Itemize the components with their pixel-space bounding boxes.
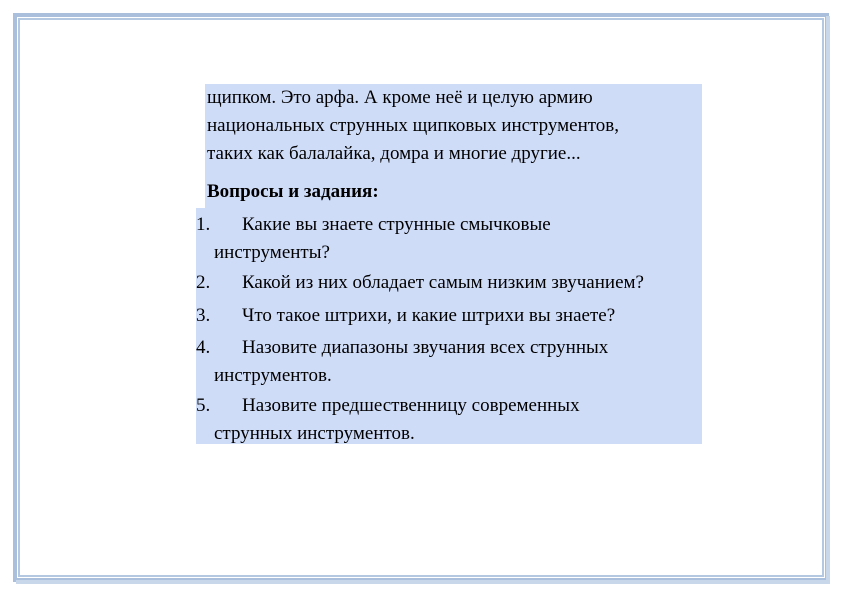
page-border-shadow-bottom: [16, 580, 830, 584]
question-text-continued: инструментов.: [214, 365, 332, 386]
questions-heading: Вопросы и задания:: [205, 172, 702, 208]
question-number: 4.: [196, 337, 211, 358]
question-text-continued: инструменты?: [214, 242, 330, 263]
intro-paragraph: [205, 84, 702, 172]
page-border-shadow-right: [826, 16, 830, 584]
question-text: Какой из них обладает самым низким звучанием?: [242, 272, 644, 293]
question-text: Какие вы знаете струнные смычковые: [242, 214, 551, 235]
question-number: 2.: [196, 272, 211, 293]
question-text: Назовите предшественницу современных: [242, 395, 580, 416]
paragraph-line: национальных струнных щипковых инструментов,: [207, 115, 620, 136]
question-number: 5.: [196, 395, 211, 416]
question-text: Что такое штрихи, и какие штрихи вы знаете?: [242, 305, 616, 326]
paragraph-line: щипком. Это арфа. А кроме неё и целую армию: [207, 87, 593, 108]
question-number: 3.: [196, 305, 211, 326]
question-text: Назовите диапазоны звучания всех струнных: [242, 337, 609, 358]
paragraph-line: таких как балалайка, домра и многие другие...: [207, 143, 581, 164]
question-number: 1.: [196, 214, 211, 235]
question-text-continued: струнных инструментов.: [214, 423, 415, 444]
